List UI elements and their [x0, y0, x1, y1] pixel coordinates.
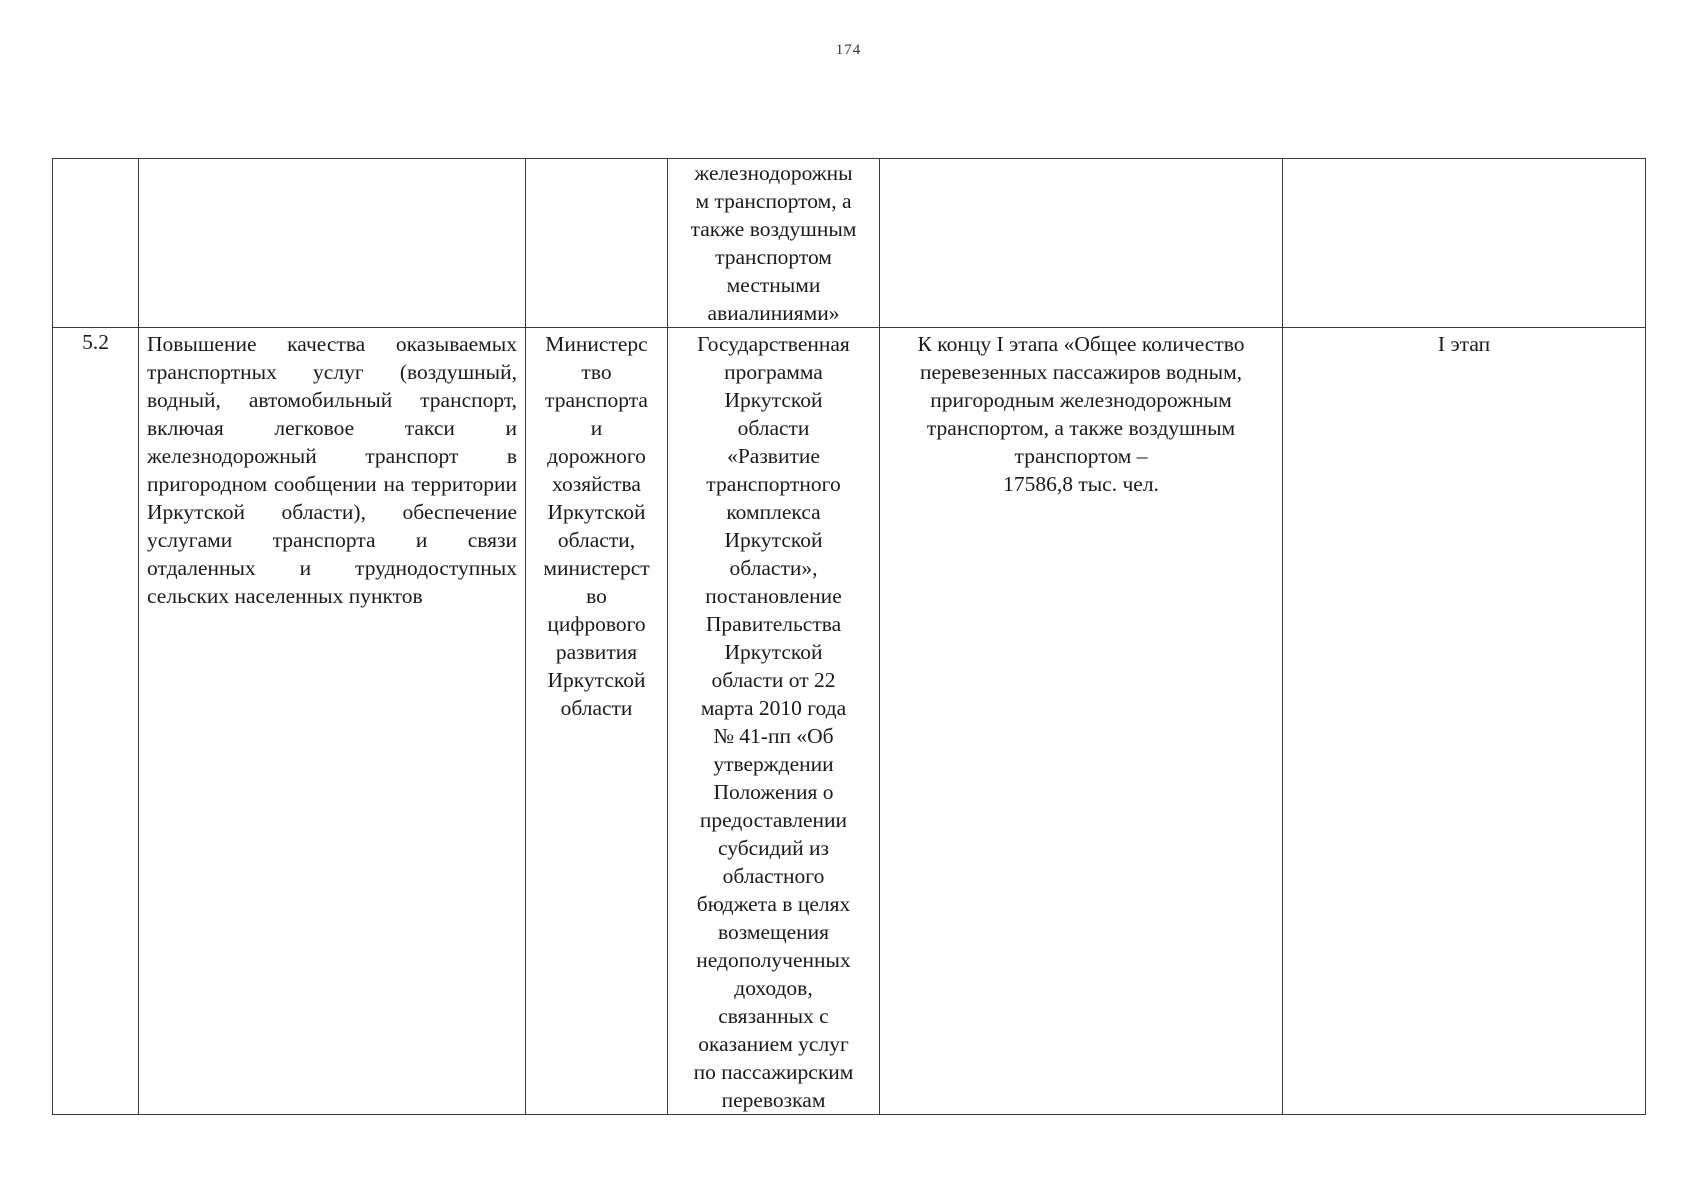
- measure-text: Повышение качества оказываемых транспортных услуг (воздушный, водный, автомобильный транспорт, включая легковое такси и железнодорожный транспорт в пригородном сообщении на территории Иркутской области), обеспечение услугами транспорта и связи отдаленных и труднодоступных сельских населенных пунктов: [147, 332, 517, 608]
- cell-result: [880, 328, 1283, 1115]
- program-table: [52, 158, 1646, 1115]
- cell-number: [53, 328, 139, 1115]
- cell-number-empty: [53, 159, 139, 328]
- row-number: 5.2: [82, 330, 109, 354]
- cell-measure: [139, 328, 526, 1115]
- cell-result-empty: [880, 159, 1283, 328]
- cell-source-continued: [668, 159, 880, 328]
- result-text: К концу I этапа «Общее количество перевезенных пассажиров водным, пригородным железнодорожным транспортом, а также воздушным транспортом – 17586,8 тыс. чел.: [917, 332, 1245, 496]
- cell-measure-empty: [139, 159, 526, 328]
- source-text: Государственная программа Иркутской области «Развитие транспортного комплекса Иркутской области», постановление Правительства Иркутской области от 22 марта 2010 года № 41-пп «Об утверждении Положения о предоставлении субсидий из областного бюджета в целях возмещения недополученных доходов, связанных с оказанием услуг по пассажирским перевозкам: [693, 332, 854, 1112]
- cell-executor-empty: [526, 159, 668, 328]
- table-row-continued: [53, 159, 1646, 328]
- table-row-5-2: [53, 328, 1646, 1115]
- stage-text: I этап: [1437, 332, 1491, 356]
- cell-stage: [1283, 328, 1646, 1115]
- page-number: 174: [835, 42, 862, 58]
- cell-source: [668, 328, 880, 1115]
- source-continued-text: железнодорожны м транспортом, а также воздушным транспортом местными авиалиниями»: [690, 161, 857, 325]
- cell-executor: [526, 328, 668, 1115]
- cell-stage-empty: [1283, 159, 1646, 328]
- executor-text: Министерс тво транспорта и дорожного хозяйства Иркутской области, министерст во цифрового развития Иркутской области: [543, 332, 650, 720]
